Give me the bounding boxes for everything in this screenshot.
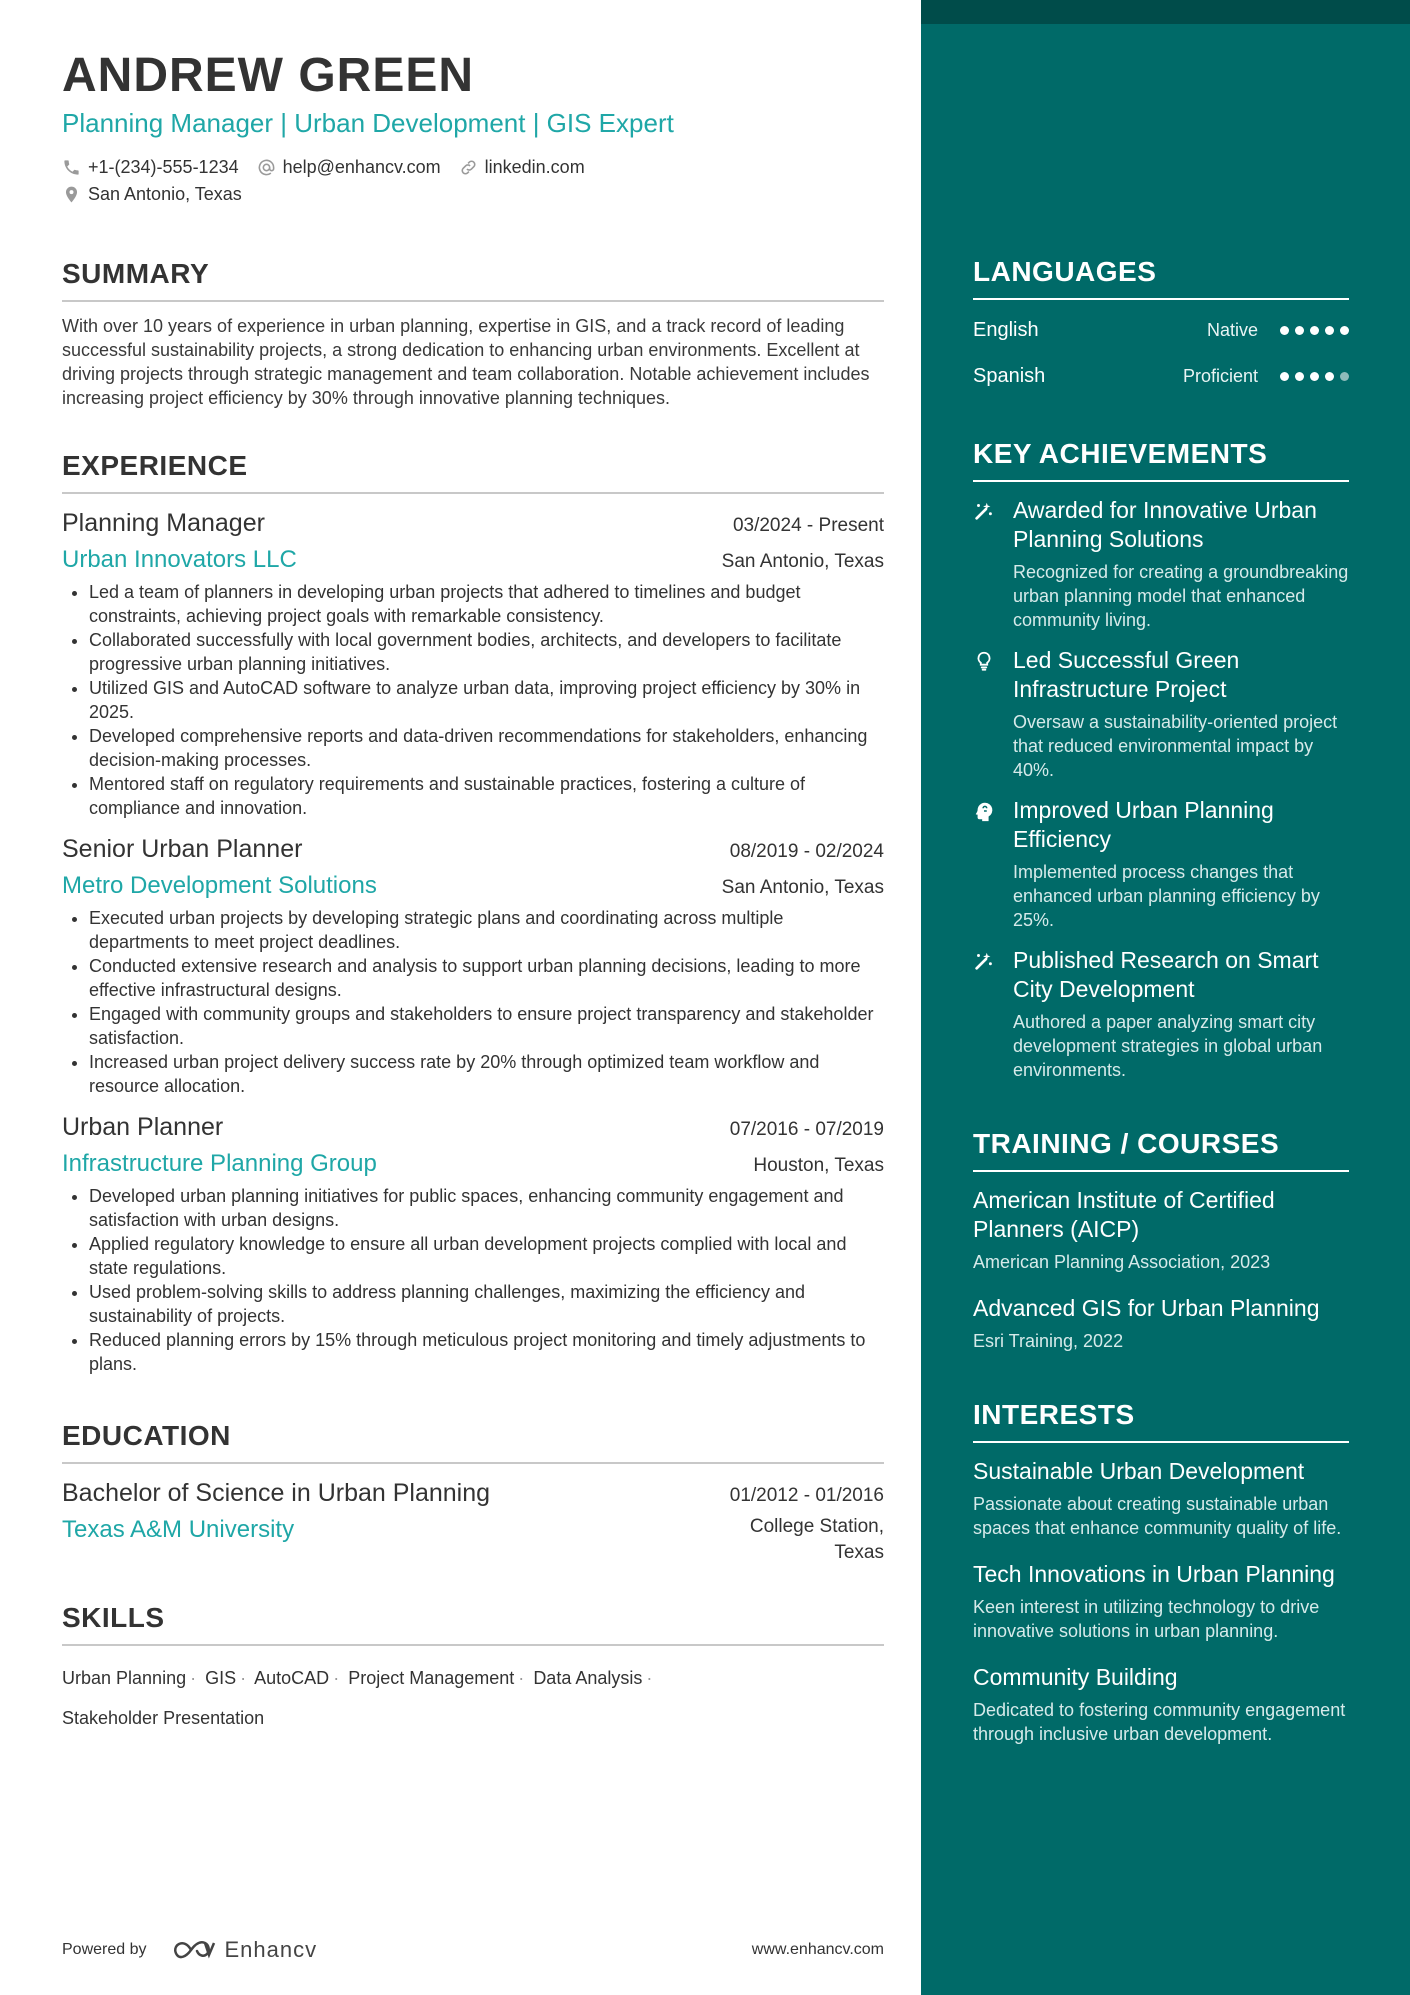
achievement-desc: Recognized for creating a groundbreaking urban planning model that enhanced community living. bbox=[1013, 562, 1349, 630]
education-dates: 01/2012 - 01/2016 bbox=[729, 1485, 884, 1506]
achievement-item bbox=[973, 796, 1349, 932]
interests-section bbox=[973, 1397, 1349, 1746]
training-section bbox=[973, 1126, 1349, 1353]
skill-tag: Project Management bbox=[348, 1668, 515, 1688]
job-dates: 08/2019 - 02/2024 bbox=[729, 841, 884, 862]
job-entry bbox=[62, 506, 884, 820]
section-title: TRAINING / COURSES bbox=[973, 1126, 1349, 1172]
interest-title: Community Building bbox=[973, 1664, 1178, 1690]
brand-logo[interactable] bbox=[171, 1937, 318, 1963]
skill-tag: AutoCAD bbox=[254, 1668, 330, 1688]
lightbulb-icon bbox=[973, 646, 997, 782]
achievement-title: Improved Urban Planning Efficiency bbox=[1013, 797, 1274, 852]
school-name: Texas A&M University bbox=[62, 1516, 295, 1543]
skills-list: Urban Planning · GIS · AutoCAD · Project Management · Data Analysis · Stakeholder Presentation bbox=[62, 1668, 653, 1728]
skill-tag: GIS bbox=[205, 1668, 237, 1688]
proficiency-dots bbox=[1280, 372, 1349, 381]
bullet: • Mentored staff on regulatory requirements and sustainable practices, fostering a culture of compliance and innovation. bbox=[89, 772, 884, 820]
summary-section bbox=[62, 256, 884, 410]
bullet: • Executed urban projects by developing strategic plans and coordinating across multiple departments to meet project deadlines. bbox=[89, 906, 884, 954]
bullet: • Developed urban planning initiatives for public spaces, enhancing community engagement and satisfaction with urban designs. bbox=[89, 1184, 884, 1232]
job-location: Houston, Texas bbox=[753, 1155, 884, 1176]
achievement-desc: Authored a paper analyzing smart city development strategies in global urban environments. bbox=[1013, 1012, 1323, 1080]
bullet: • Collaborated successfully with local government bodies, architects, and developers to facilitate progressive urban planning initiatives. bbox=[89, 628, 884, 676]
bullet: • Utilized GIS and AutoCAD software to analyze urban data, improving project efficiency by 30% in 2025. bbox=[89, 676, 884, 724]
interest-item bbox=[973, 1663, 1349, 1746]
sidebar bbox=[921, 0, 1410, 1995]
filled-dot bbox=[1325, 372, 1334, 381]
brand-name: Enhancv bbox=[224, 1937, 318, 1962]
filled-dot bbox=[1280, 372, 1289, 381]
summary-text: With over 10 years of experience in urban planning, expertise in GIS, and a track record of leading successful sustainability projects, a strong dedication to enhancing urban environments. Excellent at driving projects through strategic management and team collaboration. Notable achievement includes increasing project efficiency by 30% through innovative planning techniques. bbox=[62, 316, 870, 408]
linkedin-text: linkedin.com bbox=[484, 157, 585, 177]
school-location: College Station, Texas bbox=[749, 1516, 884, 1563]
job-title: Planning Manager bbox=[62, 509, 265, 537]
job-entry bbox=[62, 832, 884, 1098]
achievements-section bbox=[973, 436, 1349, 1082]
interest-item bbox=[973, 1457, 1349, 1540]
skill-tag: Urban Planning bbox=[62, 1668, 187, 1688]
language-row bbox=[973, 360, 1349, 392]
achievement-item bbox=[973, 496, 1349, 632]
filled-dot bbox=[1295, 326, 1304, 335]
phone-icon bbox=[62, 158, 81, 177]
job-dates: 03/2024 - Present bbox=[732, 515, 884, 536]
email-contact[interactable] bbox=[257, 154, 441, 181]
bullet: • Conducted extensive research and analysis to support urban planning decisions, leading to more effective infrastructural designs. bbox=[89, 954, 884, 1002]
course-provider: Esri Training, 2022 bbox=[973, 1331, 1124, 1351]
job-bullets bbox=[62, 580, 884, 820]
phone-text: +1-(234)-555-1234 bbox=[88, 157, 239, 177]
section-title: LANGUAGES bbox=[973, 254, 1349, 300]
company-name: Urban Innovators LLC bbox=[62, 546, 297, 573]
course-item bbox=[973, 1294, 1349, 1353]
email-text: help@enhancv.com bbox=[282, 157, 441, 177]
location-contact bbox=[62, 181, 242, 208]
job-title: Urban Planner bbox=[62, 1113, 224, 1141]
section-title: KEY ACHIEVEMENTS bbox=[973, 436, 1349, 482]
empty-dot bbox=[1340, 372, 1349, 381]
bullet: • Reduced planning errors by 15% through meticulous project monitoring and timely adjustments to plans. bbox=[89, 1328, 884, 1376]
bullet: • Applied regulatory knowledge to ensure all urban development projects complied with local and state regulations. bbox=[89, 1232, 884, 1280]
skill-tag: Data Analysis bbox=[533, 1668, 643, 1688]
education-entry bbox=[62, 1476, 884, 1566]
filled-dot bbox=[1310, 372, 1319, 381]
enhancv-logo-icon bbox=[171, 1937, 217, 1963]
company-name: Metro Development Solutions bbox=[62, 872, 377, 899]
interest-title: Tech Innovations in Urban Planning bbox=[973, 1561, 1335, 1587]
achievement-desc: Implemented process changes that enhanced urban planning efficiency by 25%. bbox=[1013, 862, 1320, 930]
company-name: Infrastructure Planning Group bbox=[62, 1150, 377, 1177]
filled-dot bbox=[1325, 326, 1334, 335]
language-row bbox=[973, 314, 1349, 346]
course-title: American Institute of Certified Planners (AICP) bbox=[973, 1187, 1275, 1242]
proficiency-dots bbox=[1280, 326, 1349, 335]
linkedin-contact[interactable] bbox=[459, 154, 585, 181]
section-title: SUMMARY bbox=[62, 256, 884, 302]
footer-url[interactable]: www.enhancv.com bbox=[751, 1941, 884, 1958]
job-entry bbox=[62, 1110, 884, 1376]
language-name: Spanish bbox=[973, 364, 1046, 387]
achievement-desc: Oversaw a sustainability-oriented project that reduced environmental impact by 40%. bbox=[1013, 712, 1338, 780]
degree: Bachelor of Science in Urban Planning bbox=[62, 1479, 491, 1507]
main-column bbox=[62, 48, 884, 1738]
wand-icon bbox=[973, 496, 997, 632]
footer bbox=[62, 1930, 884, 1970]
section-title: SKILLS bbox=[62, 1600, 884, 1646]
location-pin-icon bbox=[62, 185, 81, 204]
skills-section bbox=[62, 1600, 884, 1738]
section-title: EDUCATION bbox=[62, 1418, 884, 1464]
achievement-item bbox=[973, 646, 1349, 782]
powered-by-label: Powered by bbox=[62, 1941, 147, 1958]
achievement-title: Awarded for Innovative Urban Planning Solutions bbox=[1013, 497, 1317, 552]
job-bullets bbox=[62, 906, 884, 1098]
languages-section bbox=[973, 254, 1349, 392]
achievement-item bbox=[973, 946, 1349, 1082]
candidate-name: ANDREW GREEN bbox=[62, 49, 475, 102]
achievement-title: Led Successful Green Infrastructure Project bbox=[1013, 647, 1240, 702]
job-dates: 07/2016 - 07/2019 bbox=[729, 1119, 884, 1140]
location-text: San Antonio, Texas bbox=[88, 184, 242, 204]
job-location: San Antonio, Texas bbox=[721, 877, 884, 898]
section-title: EXPERIENCE bbox=[62, 448, 884, 494]
bullet: • Increased urban project delivery success rate by 20% through optimized team workflow and resource allocation. bbox=[89, 1050, 884, 1098]
experience-section bbox=[62, 448, 884, 1376]
headline: Planning Manager | Urban Development | GIS Expert bbox=[62, 108, 674, 138]
language-level: Proficient bbox=[1182, 365, 1258, 386]
at-icon bbox=[257, 158, 276, 177]
achievement-title: Published Research on Smart City Development bbox=[1013, 947, 1319, 1002]
contact-info bbox=[62, 154, 884, 208]
skill-tag: Stakeholder Presentation bbox=[62, 1708, 265, 1728]
language-level: Native bbox=[1206, 319, 1258, 340]
bullet: • Led a team of planners in developing urban projects that adhered to timelines and budget constraints, achieving project goals with remarkable consistency. bbox=[89, 580, 884, 628]
filled-dot bbox=[1310, 326, 1319, 335]
interest-title: Sustainable Urban Development bbox=[973, 1458, 1305, 1484]
brain-icon bbox=[973, 796, 997, 932]
job-bullets bbox=[62, 1184, 884, 1376]
filled-dot bbox=[1295, 372, 1304, 381]
interest-item bbox=[973, 1560, 1349, 1643]
course-item bbox=[973, 1186, 1349, 1274]
course-title: Advanced GIS for Urban Planning bbox=[973, 1295, 1320, 1321]
bullet: • Used problem-solving skills to address planning challenges, maximizing the efficiency and sustainability of projects. bbox=[89, 1280, 884, 1328]
phone-contact[interactable] bbox=[62, 154, 239, 181]
bullet: • Developed comprehensive reports and data-driven recommendations for stakeholders, enhancing decision-making processes. bbox=[89, 724, 884, 772]
link-icon bbox=[459, 158, 478, 177]
interest-desc: Keen interest in utilizing technology to drive innovative solutions in urban planning. bbox=[973, 1597, 1320, 1641]
wand-icon bbox=[973, 946, 997, 1082]
job-location: San Antonio, Texas bbox=[721, 551, 884, 572]
sidebar-top-bar bbox=[921, 0, 1410, 24]
filled-dot bbox=[1280, 326, 1289, 335]
job-title: Senior Urban Planner bbox=[62, 835, 303, 863]
bullet: • Engaged with community groups and stakeholders to ensure project transparency and stakeholder satisfaction. bbox=[89, 1002, 884, 1050]
language-name: English bbox=[973, 318, 1039, 341]
interest-desc: Passionate about creating sustainable urban spaces that enhance community quality of life. bbox=[973, 1494, 1342, 1538]
section-title: INTERESTS bbox=[973, 1397, 1349, 1443]
education-section bbox=[62, 1418, 884, 1566]
course-provider: American Planning Association, 2023 bbox=[973, 1252, 1271, 1272]
interest-desc: Dedicated to fostering community engagement through inclusive urban development. bbox=[973, 1700, 1346, 1744]
filled-dot bbox=[1340, 326, 1349, 335]
